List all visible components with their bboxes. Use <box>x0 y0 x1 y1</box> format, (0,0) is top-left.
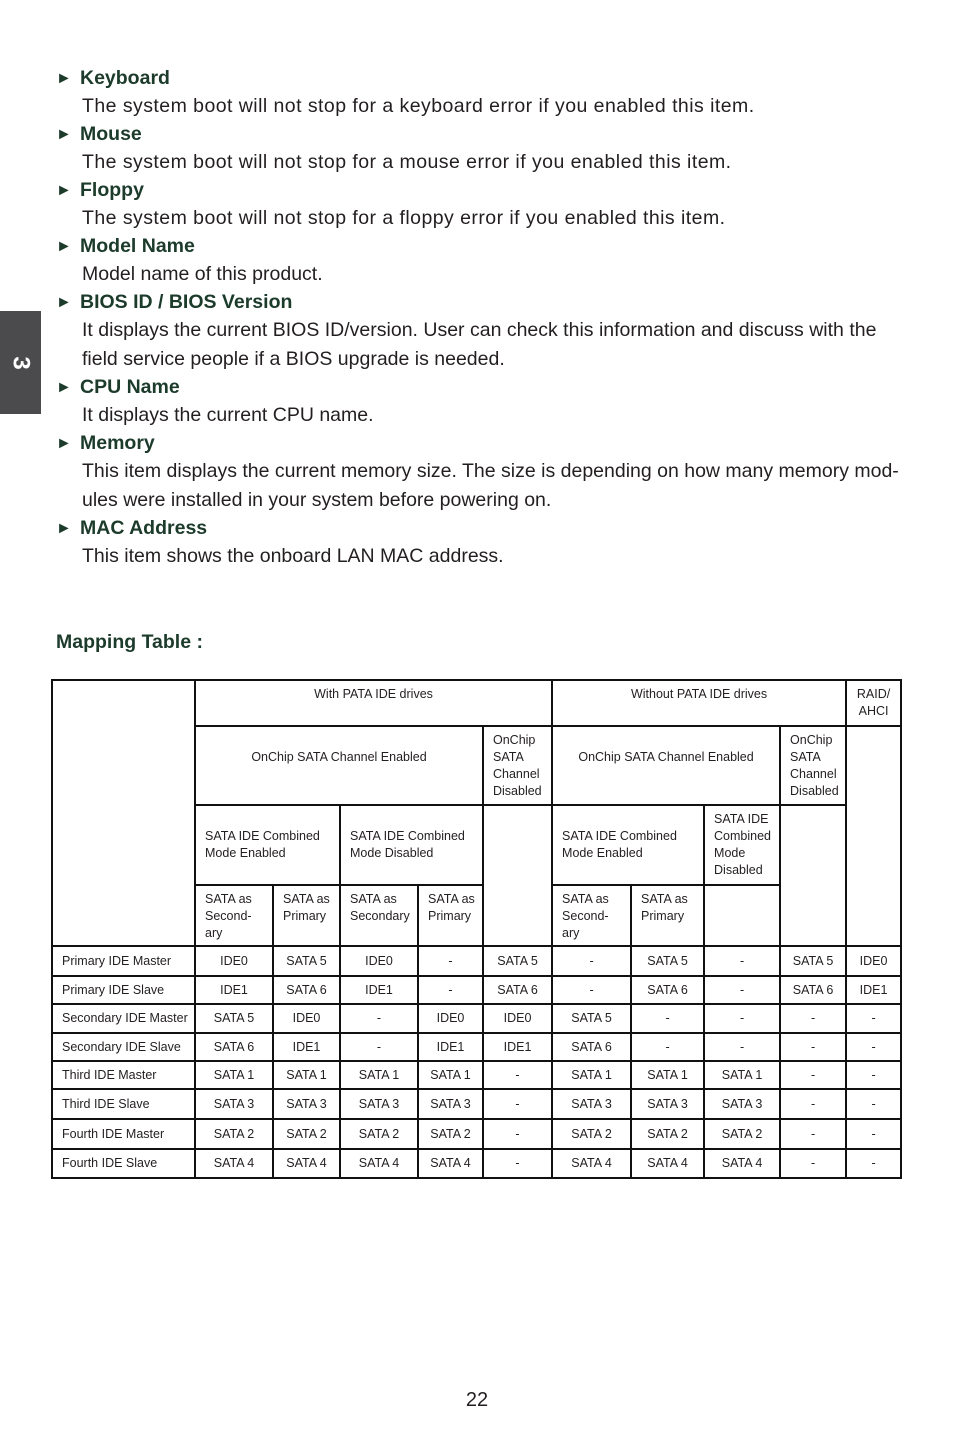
table-cell: - <box>418 976 483 1004</box>
page-number: 22 <box>465 1389 489 1411</box>
table-cell: SATA 3 <box>340 1089 418 1119</box>
table-cell: - <box>418 946 483 976</box>
item-description-line: Model name of this product. <box>82 263 323 285</box>
item-model-name <box>56 233 926 289</box>
item-description-line: The system boot will not stop for a keyboard error if you enabled this item. <box>82 95 755 117</box>
table-cell: IDE0 <box>418 1004 483 1033</box>
item-description-line: ules were installed in your system before powering on. <box>82 489 552 511</box>
table-row <box>52 1149 901 1178</box>
arrow-bullet-icon: ► <box>56 182 72 199</box>
item-heading <box>56 289 926 316</box>
table-cell: SATA 1 <box>195 1061 273 1089</box>
header-with-pata: With PATA IDE drives <box>195 680 552 726</box>
item-heading <box>56 177 926 204</box>
header-with-combined-disabled: SATA IDE Combined Mode Disabled <box>340 805 483 885</box>
table-cell: SATA 4 <box>340 1149 418 1178</box>
table-row <box>52 946 901 976</box>
table-cell: SATA 3 <box>418 1089 483 1119</box>
table-cell: SATA 3 <box>552 1089 631 1119</box>
header-raid-ahci: RAID/ AHCI <box>846 680 901 726</box>
table-row <box>52 1004 901 1033</box>
table-cell: - <box>552 976 631 1004</box>
item-title: Floppy <box>80 179 144 201</box>
table-cell: - <box>846 1119 901 1149</box>
header-without-combined-disabled: SATA IDE Combined Mode Disabled <box>704 805 780 885</box>
table-cell: SATA 6 <box>552 1033 631 1061</box>
header-sata-mode: SATA as Second- ary <box>195 885 273 946</box>
item-description-line: It displays the current BIOS ID/version. User can check this information and discuss with the <box>82 319 877 341</box>
table-cell: SATA 6 <box>195 1033 273 1061</box>
item-title: Model Name <box>80 235 195 257</box>
table-cell: - <box>780 1119 846 1149</box>
table-cell: - <box>846 1004 901 1033</box>
table-cell: - <box>780 1061 846 1089</box>
item-keyboard <box>56 65 926 121</box>
table-cell: - <box>340 1033 418 1061</box>
table-cell: SATA 6 <box>780 976 846 1004</box>
table-cell: SATA 1 <box>418 1061 483 1089</box>
arrow-bullet-icon: ► <box>56 435 72 452</box>
table-cell: - <box>846 1061 901 1089</box>
table-cell: SATA 2 <box>552 1119 631 1149</box>
table-cell: - <box>483 1089 552 1119</box>
table-row <box>52 1033 901 1061</box>
header-sata-mode: SATA as Second- ary <box>552 885 631 946</box>
item-title: MAC Address <box>80 517 208 539</box>
item-description-line: field service people if a BIOS upgrade is needed. <box>82 348 505 370</box>
item-heading <box>56 430 926 457</box>
item-mouse <box>56 121 926 177</box>
table-row <box>52 976 901 1004</box>
table-cell: SATA 4 <box>631 1149 704 1178</box>
table-cell: SATA 5 <box>780 946 846 976</box>
header-without-combined-enabled: SATA IDE Combined Mode Enabled <box>552 805 704 885</box>
table-cell: - <box>846 1089 901 1119</box>
table-cell: IDE1 <box>846 976 901 1004</box>
table-cell: - <box>340 1004 418 1033</box>
table-cell: - <box>846 1033 901 1061</box>
table-cell: SATA 2 <box>195 1119 273 1149</box>
item-heading <box>56 121 926 148</box>
table-cell: - <box>780 1033 846 1061</box>
arrow-bullet-icon: ► <box>56 294 72 311</box>
table-cell: - <box>704 1033 780 1061</box>
header-with-combined-enabled: SATA IDE Combined Mode Enabled <box>195 805 340 885</box>
table-cell: SATA 5 <box>273 946 340 976</box>
item-heading <box>56 233 926 260</box>
table-cell: IDE1 <box>483 1033 552 1061</box>
table-cell: SATA 6 <box>631 976 704 1004</box>
table-cell: - <box>704 1004 780 1033</box>
header-with-onchip-enabled: OnChip SATA Channel Enabled <box>195 726 483 805</box>
table-cell: IDE1 <box>273 1033 340 1061</box>
item-description-line: The system boot will not stop for a mouse error if you enabled this item. <box>82 151 732 173</box>
row-label: Secondary IDE Master <box>52 1004 195 1033</box>
table-empty-cell <box>780 805 846 946</box>
table-row <box>52 1089 901 1119</box>
item-title: Keyboard <box>80 67 170 89</box>
table-cell: IDE0 <box>340 946 418 976</box>
table-cell: SATA 5 <box>483 946 552 976</box>
item-title: BIOS ID / BIOS Version <box>80 291 293 313</box>
table-cell: IDE0 <box>195 946 273 976</box>
header-with-onchip-disabled: OnChip SATA Channel Disabled <box>483 726 552 805</box>
table-cell: SATA 5 <box>195 1004 273 1033</box>
item-heading <box>56 374 926 401</box>
table-cell: SATA 6 <box>483 976 552 1004</box>
chapter-number: 3 <box>7 355 35 370</box>
table-cell: SATA 2 <box>340 1119 418 1149</box>
table-cell: SATA 1 <box>704 1061 780 1089</box>
arrow-bullet-icon: ► <box>56 238 72 255</box>
table-cell: IDE1 <box>418 1033 483 1061</box>
item-title: CPU Name <box>80 376 180 398</box>
arrow-bullet-icon: ► <box>56 126 72 143</box>
row-label: Third IDE Slave <box>52 1089 195 1119</box>
table-cell: SATA 5 <box>631 946 704 976</box>
header-sata-mode: SATA as Secondary <box>340 885 418 946</box>
table-cell: SATA 3 <box>631 1089 704 1119</box>
table-corner-cell <box>52 680 195 946</box>
table-header-row <box>52 680 901 726</box>
table-cell: - <box>780 1089 846 1119</box>
table-cell: SATA 4 <box>418 1149 483 1178</box>
table-cell: IDE0 <box>273 1004 340 1033</box>
table-cell: SATA 4 <box>273 1149 340 1178</box>
table-cell: SATA 5 <box>552 1004 631 1033</box>
table-cell: SATA 1 <box>340 1061 418 1089</box>
row-label: Secondary IDE Slave <box>52 1033 195 1061</box>
table-cell: - <box>704 976 780 1004</box>
header-sata-mode: SATA as Primary <box>273 885 340 946</box>
table-cell: SATA 1 <box>631 1061 704 1089</box>
table-cell: SATA 6 <box>273 976 340 1004</box>
table-cell: IDE1 <box>340 976 418 1004</box>
item-title: Memory <box>80 432 155 454</box>
chapter-tab <box>0 311 41 414</box>
table-cell: SATA 2 <box>704 1119 780 1149</box>
header-sata-mode: SATA as Primary <box>631 885 704 946</box>
table-empty-cell <box>704 885 780 946</box>
arrow-bullet-icon: ► <box>56 379 72 396</box>
header-sata-mode: SATA as Primary <box>418 885 483 946</box>
row-label: Primary IDE Master <box>52 946 195 976</box>
mapping-table <box>51 679 902 1179</box>
row-label: Fourth IDE Slave <box>52 1149 195 1178</box>
table-cell: - <box>483 1119 552 1149</box>
table-cell: - <box>631 1033 704 1061</box>
table-row <box>52 1119 901 1149</box>
table-cell: SATA 1 <box>273 1061 340 1089</box>
arrow-bullet-icon: ► <box>56 70 72 87</box>
item-description-line: This item shows the onboard LAN MAC address. <box>82 545 504 567</box>
header-without-onchip-disabled: OnChip SATA Channel Disabled <box>780 726 846 805</box>
row-label: Primary IDE Slave <box>52 976 195 1004</box>
table-cell: - <box>631 1004 704 1033</box>
table-cell: - <box>846 1149 901 1178</box>
item-title: Mouse <box>80 123 142 145</box>
header-without-onchip-enabled: OnChip SATA Channel Enabled <box>552 726 780 805</box>
item-heading <box>56 65 926 92</box>
table-cell: IDE0 <box>846 946 901 976</box>
table-empty-cell <box>846 726 901 946</box>
bios-item-list <box>56 65 926 571</box>
item-bios-version <box>56 289 926 374</box>
table-cell: SATA 4 <box>552 1149 631 1178</box>
arrow-bullet-icon: ► <box>56 520 72 537</box>
item-floppy <box>56 177 926 233</box>
table-cell: - <box>780 1149 846 1178</box>
table-cell: SATA 2 <box>631 1119 704 1149</box>
row-label: Fourth IDE Master <box>52 1119 195 1149</box>
row-label: Third IDE Master <box>52 1061 195 1089</box>
table-cell: - <box>704 946 780 976</box>
item-description-line: This item displays the current memory size. The size is depending on how many memory mod- <box>82 460 899 482</box>
table-cell: SATA 1 <box>552 1061 631 1089</box>
table-cell: SATA 2 <box>273 1119 340 1149</box>
table-cell: - <box>780 1004 846 1033</box>
table-row <box>52 1061 901 1089</box>
table-empty-cell <box>483 805 552 946</box>
item-heading <box>56 515 926 542</box>
table-cell: IDE0 <box>483 1004 552 1033</box>
table-cell: - <box>483 1061 552 1089</box>
item-memory <box>56 430 926 515</box>
table-cell: SATA 3 <box>195 1089 273 1119</box>
table-cell: SATA 4 <box>195 1149 273 1178</box>
table-cell: SATA 2 <box>418 1119 483 1149</box>
table-cell: SATA 3 <box>704 1089 780 1119</box>
item-cpu-name <box>56 374 926 430</box>
table-cell: - <box>483 1149 552 1178</box>
item-description-line: It displays the current CPU name. <box>82 404 374 426</box>
item-mac-address <box>56 515 926 571</box>
header-without-pata: Without PATA IDE drives <box>552 680 846 726</box>
mapping-table-body <box>52 946 901 1178</box>
table-cell: IDE1 <box>195 976 273 1004</box>
item-description-line: The system boot will not stop for a floppy error if you enabled this item. <box>82 207 726 229</box>
table-cell: SATA 4 <box>704 1149 780 1178</box>
mapping-table-title: Mapping Table : <box>56 631 203 653</box>
table-cell: - <box>552 946 631 976</box>
table-cell: SATA 3 <box>273 1089 340 1119</box>
